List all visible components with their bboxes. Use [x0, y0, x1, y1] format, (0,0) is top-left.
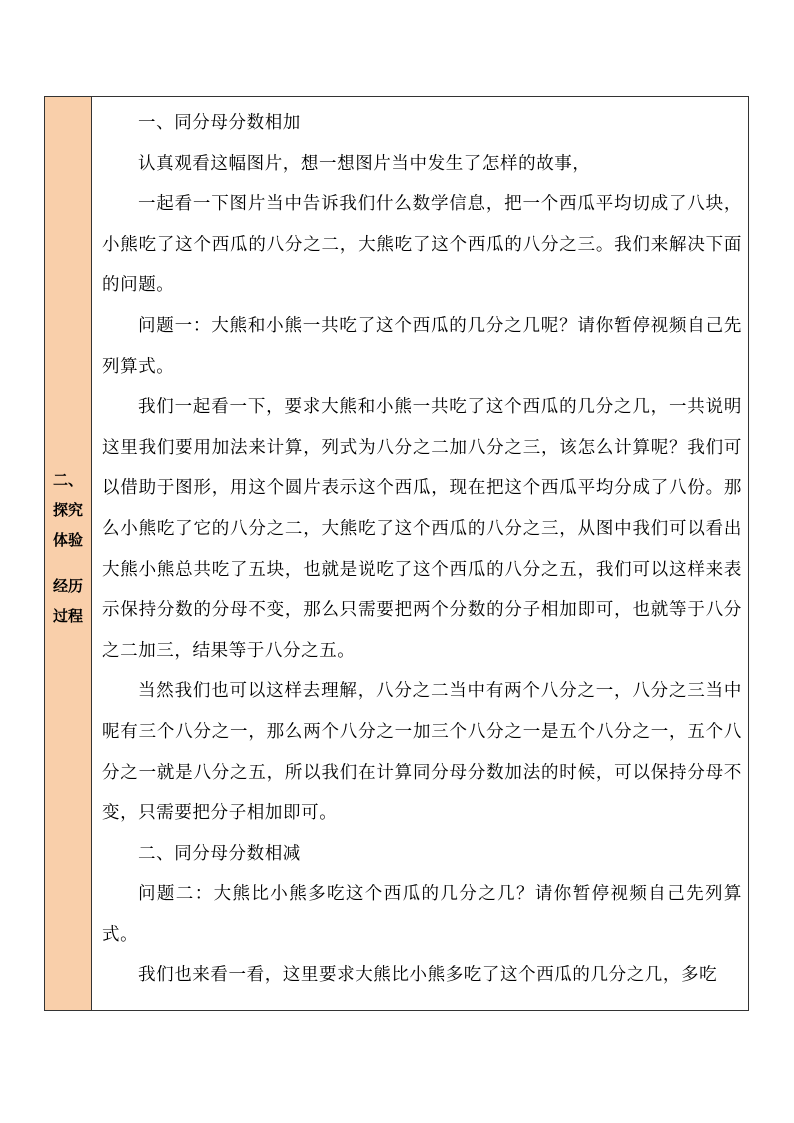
section-heading: 二、同分母分数相减 — [138, 843, 301, 864]
content-column — [92, 97, 748, 1010]
paragraph: 一起看一下图片当中告诉我们什么数学信息，把一个西瓜平均切成了八块，小熊吃了这个西瓜的八分之二，大熊吃了这个西瓜的八分之三。我们来解决下面的问题。 — [102, 194, 742, 296]
paragraph: 问题一：大熊和小熊一共吃了这个西瓜的几分之几呢？请你暂停视频自己先列算式。 — [102, 315, 742, 377]
stage-label-line: 经历 — [52, 577, 83, 595]
paragraph: 当然我们也可以这样去理解，八分之二当中有两个八分之一，八分之三当中呢有三个八分之一，那么两个八分之一加三个八分之一是五个八分之一，五个八分之一就是八分之五，所以我们在计算同分母分数加法的时候，可以保持分母不变，只需要把分子相加即可。 — [102, 681, 742, 824]
paragraph: 问题二：大熊比小熊多吃这个西瓜的几分之几？请你暂停视频自己先列算式。 — [102, 884, 742, 945]
stage-label-line: 二、 — [53, 471, 84, 489]
stage-label-line: 探究 — [52, 501, 83, 519]
stage-column — [45, 97, 92, 1010]
lesson-table — [44, 96, 749, 1011]
stage-label-line: 体验 — [52, 531, 83, 549]
section-heading: 一、同分母分数相加 — [138, 113, 301, 133]
stage-label-line: 过程 — [52, 607, 83, 625]
paragraph: 我们也来看一看，这里要求大熊比小熊多吃了这个西瓜的几分之几，多吃 — [138, 965, 718, 986]
stage-label — [45, 465, 91, 631]
paragraph: 我们一起看一下，要求大熊和小熊一共吃了这个西瓜的几分之几，一共说明这里我们要用加法来计算，列式为八分之二加八分之三，该怎么计算呢？我们可以借助于图形，用这个圆片表示这个西瓜，现在把这个西瓜平均分成了八份。那么小熊吃了它的八分之二，大熊吃了这个西瓜的八分之三，从图中我们可以看出大熊小熊总共吃了五块，也就是说吃了这个西瓜的八分之五，我们可以这样来表示保持分数的分母不变，那么只需要把两个分数的分子相加即可，也就等于八分之二加三，结果等于八分之五。 — [102, 397, 742, 661]
paragraph: 认真观看这幅图片，想一想图片当中发生了怎样的故事， — [138, 153, 591, 174]
